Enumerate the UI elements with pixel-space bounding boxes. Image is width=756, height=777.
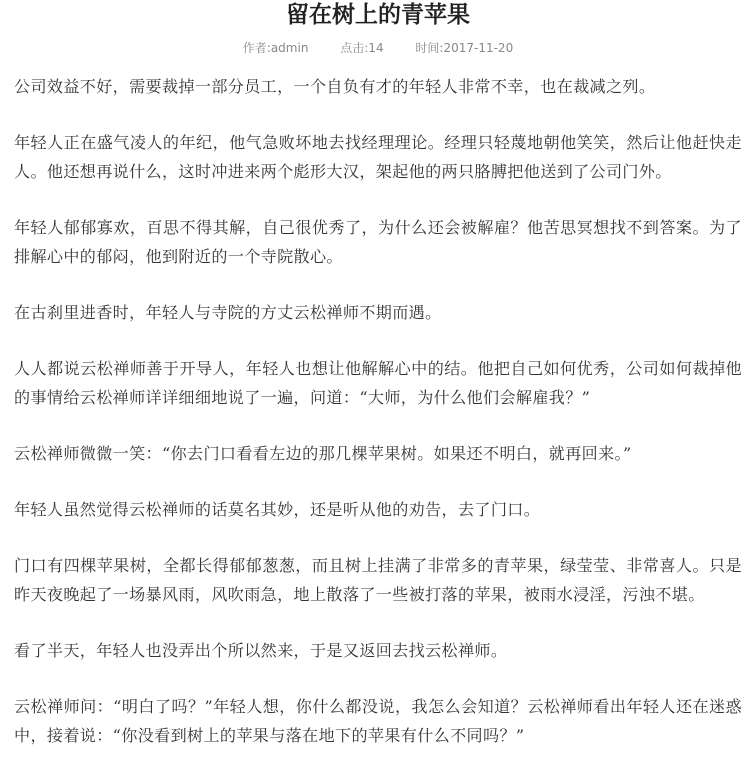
paragraph: 年轻人正在盛气凌人的年纪，他气急败坏地去找经理理论。经理只轻蔑地朝他笑笑，然后让他赶快走人。他还想再说什么，这时冲进来两个彪形大汉，架起他的两只胳膊把他送到了公司门外。 (14, 133, 742, 181)
paragraph: 年轻人虽然觉得云松禅师的话莫名其妙，还是听从他的劝告，去了门口。 (14, 500, 541, 519)
paragraph: 在古刹里进香时，年轻人与寺院的方丈云松禅师不期而遇。 (14, 303, 442, 322)
paragraph: 云松禅师微微一笑：“你去门口看看左边的那几棵苹果树。如果还不明白，就再回来。” (14, 444, 632, 463)
click-count: 点击:14 (340, 41, 384, 55)
article (14, 0, 742, 777)
paragraph: 公司效益不好，需要裁掉一部分员工，一个自负有才的年轻人非常不幸，也在裁减之列。 (14, 77, 656, 96)
paragraph: 门口有四棵苹果树，全都长得郁郁葱葱，而且树上挂满了非常多的青苹果，绿莹莹、非常喜人。只是昨天夜晚起了一场暴风雨，风吹雨急，地上散落了一些被打落的苹果，被雨水浸淫，污浊不堪。 (14, 556, 742, 604)
paragraph: 云松禅师问：“明白了吗？”年轻人想，你什么都没说，我怎么会知道？云松禅师看出年轻人还在迷惑中，接着说：“你没看到树上的苹果与落在地下的苹果有什么不同吗？” (14, 697, 742, 745)
publish-time: 时间:2017-11-20 (415, 41, 514, 55)
article-meta (14, 38, 742, 58)
article-title: 留在树上的青苹果 (286, 2, 470, 28)
paragraph: 看了半天，年轻人也没弄出个所以然来，于是又返回去找云松禅师。 (14, 641, 508, 660)
author-info: 作者:admin (242, 41, 309, 55)
paragraph: 年轻人郁郁寡欢，百思不得其解，自己很优秀了，为什么还会被解雇？他苦思冥想找不到答案。为了排解心中的郁闷，他到附近的一个寺院散心。 (14, 218, 742, 266)
paragraph: 人人都说云松禅师善于开导人，年轻人也想让他解解心中的结。他把自己如何优秀，公司如何裁掉他的事情给云松禅师详详细细地说了一遍，问道：“大师，为什么他们会解雇我？” (14, 359, 742, 407)
article-content (14, 72, 742, 750)
